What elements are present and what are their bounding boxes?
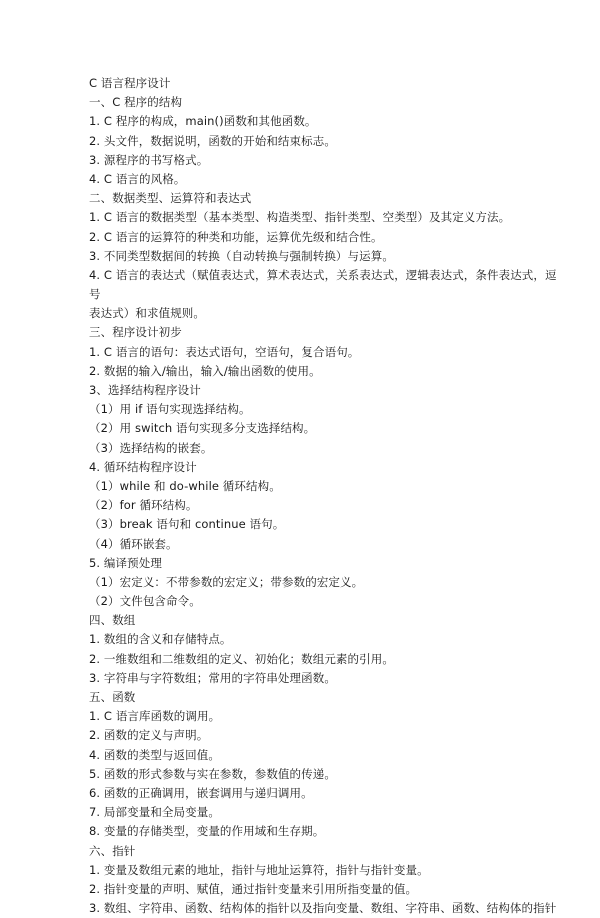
- list-item: 3. 源程序的书写格式。: [89, 152, 209, 167]
- list-item: 1. C 语言的语句：表达式语句，空语句，复合语句。: [89, 344, 360, 359]
- list-item: 1. C 语言库函数的调用。: [89, 709, 221, 724]
- list-item-continuation: 表达式）和求值规则。: [89, 306, 205, 321]
- list-item: 1. 数组的含义和存储特点。: [89, 632, 232, 647]
- list-item: 7. 局部变量和全局变量。: [89, 805, 220, 820]
- subsection-heading: 3、选择结构程序设计: [89, 383, 201, 397]
- list-item: 8. 变量的存储类型，变量的作用域和生存期。: [89, 824, 325, 839]
- subsection-heading: 4. 循环结构程序设计: [89, 459, 197, 474]
- section-heading-1: 一、C 程序的结构: [89, 95, 183, 110]
- list-item: 1. 变量及数组元素的地址，指针与地址运算符，指针与指针变量。: [89, 862, 429, 877]
- document-body: [89, 74, 557, 918]
- list-item: （2）for 循环结构。: [89, 498, 198, 513]
- list-item: 3. 不同类型数据间的转换（自动转换与强制转换）与运算。: [89, 248, 394, 263]
- section-heading-4: 四、数组: [89, 613, 136, 628]
- list-item: 2. 头文件，数据说明，函数的开始和结束标志。: [89, 133, 336, 148]
- list-item: （2）用 switch 语句实现多分支选择结构。: [89, 421, 316, 436]
- section-heading-3: 三、程序设计初步: [89, 325, 182, 340]
- list-item: （1）用 if 语句实现选择结构。: [89, 402, 251, 417]
- list-item-continuation: 号: [89, 287, 101, 302]
- list-item: 1. C 程序的构成，main()函数和其他函数。: [89, 114, 317, 129]
- list-item: 4. C 语言的表达式（赋值表达式，算术表达式，关系表达式，逻辑表达式，条件表达式，逗: [89, 267, 557, 282]
- section-heading-6: 六、指针: [89, 843, 136, 858]
- list-item: 2. 指针变量的声明、赋值，通过指针变量来引用所指变量的值。: [89, 881, 418, 896]
- list-item: （2）文件包含命令。: [89, 594, 201, 609]
- list-item: 2. C 语言的运算符的种类和功能，运算优先级和结合性。: [89, 229, 383, 244]
- list-item: 3. 数组、字符串、函数、结构体的指针以及指向变量、数组、字符串、函数、结构体的指针: [89, 901, 557, 916]
- list-item: （4）循环嵌套。: [89, 536, 178, 551]
- list-item: （1）宏定义：不带参数的宏定义；带参数的宏定义。: [89, 574, 364, 589]
- list-item: 5. 函数的形式参数与实在参数，参数值的传递。: [89, 766, 336, 781]
- list-item: （3）break 语句和 continue 语句。: [89, 517, 285, 532]
- list-item: 4. 函数的类型与返回值。: [89, 747, 220, 762]
- list-item: 3. 字符串与字符数组；常用的字符串处理函数。: [89, 670, 336, 685]
- section-heading-2: 二、数据类型、运算符和表达式: [89, 191, 252, 206]
- list-item: 2. 一维数组和二维数组的定义、初始化；数组元素的引用。: [89, 651, 394, 666]
- list-item: 2. 数据的输入/输出，输入/输出函数的使用。: [89, 363, 321, 378]
- document-title: C 语言程序设计: [89, 76, 171, 90]
- list-item: 4. C 语言的风格。: [89, 171, 186, 186]
- subsection-heading: 5. 编译预处理: [89, 555, 162, 570]
- list-item: （3）选择结构的嵌套。: [89, 440, 213, 455]
- list-item: 2. 函数的定义与声明。: [89, 728, 209, 743]
- section-heading-5: 五、函数: [89, 690, 136, 704]
- list-item: 1. C 语言的数据类型（基本类型、构造类型、指针类型、空类型）及其定义方法。: [89, 210, 511, 225]
- list-item: （1）while 和 do-while 循环结构。: [89, 478, 281, 493]
- list-item: 6. 函数的正确调用，嵌套调用与递归调用。: [89, 785, 313, 800]
